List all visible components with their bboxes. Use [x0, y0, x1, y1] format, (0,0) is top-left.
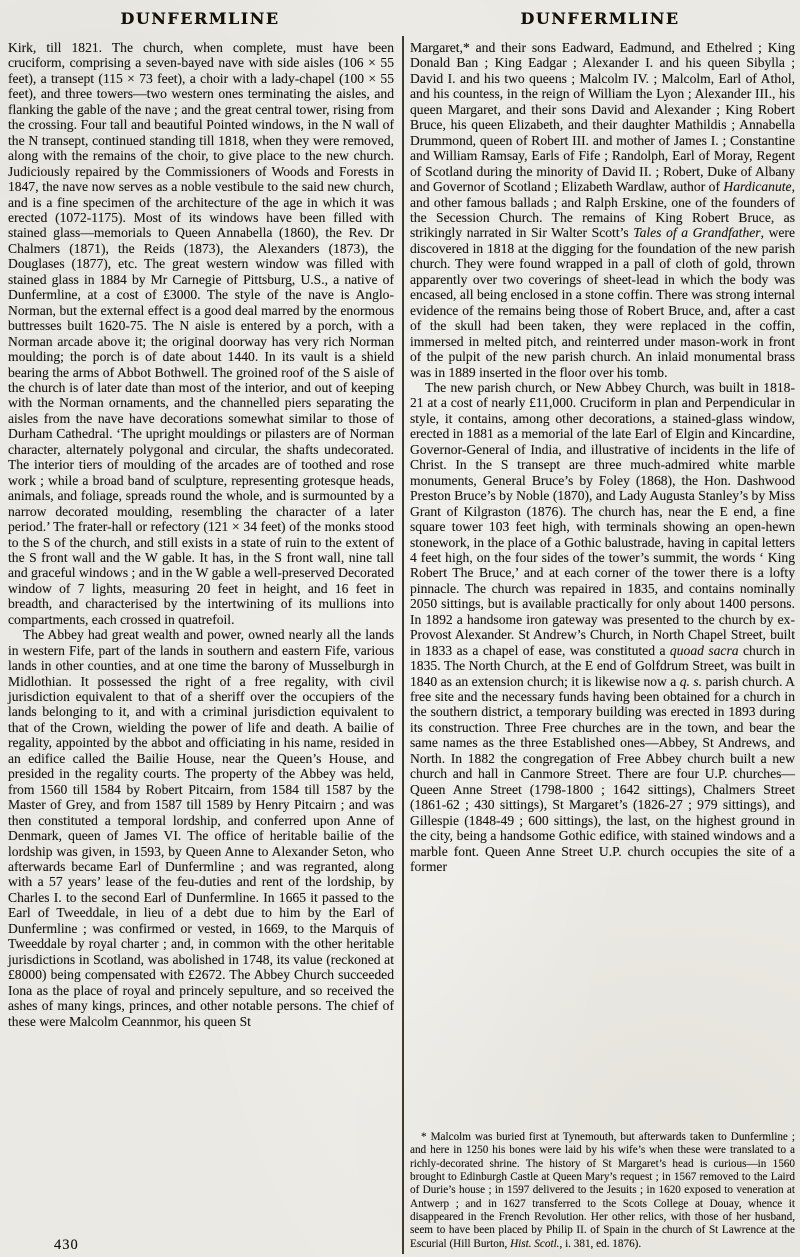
text-block — [0, 40, 800, 1254]
body-paragraph: The new parish church, or New Abbey Church, was built in 1818-21 at a cost of nearly £11,000. Cruciform in plan and Perpendicular in style, it contains, among other decorations, a stained-glass window, erected in 1881 as a memorial of the late Earl of Elgin and Kincardine, Governor-General of India, and illustrative of incidents in the life of Christ. In the S transept are three much-admired white marble monuments, General Bruce’s by Foley (1868), the Hon. Dashwood Preston Bruce’s by Noble (1870), and Lady Augusta Stanley’s by Miss Grant of Kilgraston (1876). The church has, near the E end, a fine square tower 103 feet high, with terminals showing an open-hewn stonework, in the place of a Gothic balustrade, having in capital letters 4 feet high, on the four sides of the tower’s summit, the words ‘ King Robert The Bruce,’ and at each corner of the tower there is a lofty pinnacle. The church was repaired in 1835, and contains nominally 2050 sittings, but is available practically for only about 1400 persons. In 1892 a handsome iron gateway was presented to the church by ex-Provost Alexander. St Andrew’s Church, in North Chapel Street, built in 1833 as a chapel of ease, was constituted a quoad sacra church in 1835. The North Church, at the E end of Golfdrum Street, was built in 1840 as an extension church; it is likewise now a q. s. parish church. A free site and the necessary funds having been obtained for a church in the southern district, a temporary building was erected in 1893 during its construction. Three Free churches are in the town, and bear the same names as the three Established ones—Abbey, St Andrews, and North. In 1882 the congregation of Free Abbey church built a new church and hall in Canmore Street. There are four U.P. churches—Queen Anne Street (1798-1800 ; 1642 sittings), Chalmers Street (1861-62 ; 430 sittings), St Margaret’s (1826-27 ; 979 sittings), and Gillespie (1848-49 ; 600 sittings), the last, on the highest ground in the city, being a handsome Gothic edifice, with stained windows and a marble font. Queen Anne Street U.P. church occupies the site of a former — [410, 379, 796, 875]
body-paragraph: The Abbey had great wealth and power, owned nearly all the lands in western Fife, part of the lands in southern and eastern Fife, various lands in other counties, and at one time the barony of Musselburgh in Midlothian. It possessed the right of a free regality, with civil jurisdiction equivalent to that of a sheriff over the occupiers of the lands belonging to it, and with a criminal jurisdiction equivalent to that of the Crown, wielding the power of life and death. A bailie of regality, appointed by the abbot and officiating in his name, resided in an edifice called the Bailie House, near the Queen’s House, and presided in the regality courts. The property of the Abbey was held, from 1560 till 1584 by Robert Pitcairn, from 1584 till 1587 by the Master of Grey, and from 1587 till 1589 by Henry Pitcairn ; and was then constituted a temporal lordship, and conferred upon Anne of Denmark, queen of James VI. The office of heritable bailie of the lordship was given, in 1593, by Queen Anne to Alexander Seton, who afterwards became Earl of Dunfermline ; and was regranted, along with a 57 years’ lease of the feu-duties and rent of the lordship, by Charles I. to the second Earl of Dunfermline. In 1665 it passed to the Earl of Tweeddale, in lieu of a debt due to him by the Earl of Dunfermline ; was confirmed or vested, in 1669, to the Marquis of Tweeddale by royal charter ; and, in common with the other heritable jurisdictions in Scotland, was abolished in 1748, its value (reckoned at £8000) being compensated with £2672. The Abbey Church succeeded Iona as the place of royal and princely sepulture, and so received the ashes of many kings, princes, and other notable persons. The chief of these were Malcolm Ceannmor, his queen St — [8, 627, 394, 1029]
right-column — [402, 40, 800, 1254]
running-head-right: DUNFERMLINE — [520, 9, 680, 28]
body-paragraph: Margaret,* and their sons Eadward, Eadmund, and Ethelred ; King Donald Ban ; King Eadgar ; Alexander I. and his queen Sibylla ; David I. and his two queens ; Malcolm IV. ; Malcolm, Earl of Athol, and his countess, in the reign of William the Lyon ; Alexander III., his queen Margaret, and their sons David and Alexander ; King Robert Bruce, his queen Elizabeth, and their daughter Mathildis ; Annabella Drummond, queen of Robert III. and mother of James I. ; Constantine and William Ramsay, Earls of Fife ; Randolph, Earl of Moray, Regent of Scotland during the minority of David II. ; Robert, Duke of Albany and Governor of Scotland ; Elizabeth Wardlaw, author of Hardicanute, and other famous ballads ; and Ralph Erskine, one of the founders of the Secession Church. The remains of King Robert Bruce, as strikingly narrated in Sir Walter Scott’s Tales of a Grandfather, were discovered in 1818 at the digging for the foundation of the new parish church. They were found wrapped in a pall of cloth of gold, thrown apparently over two coverings of sheet-lead in which the body was encased, all being enclosed in a stone coffin. There was strong internal evidence of the remains being those of Robert Bruce, and, after a cast of the skull had been taken, they were replaced in the coffin, immersed in melted pitch, and reinterred under mason-work in front of the pulpit of the new parish church. An inlaid monumental brass was in 1889 inserted in the floor over his tomb. — [410, 40, 795, 380]
page-number: 430 — [54, 1237, 79, 1253]
left-column — [0, 40, 402, 1254]
body-paragraph: Kirk, till 1821. The church, when complete, must have been cruciform, comprising a seven-bayed nave with side aisles (106 × 55 feet), a transept (115 × 73 feet), a choir with a lady-chapel (100 × 55 feet), and three towers—two western ones terminating the aisles, and flanking the gable of the nave ; and the great central tower, rising from the crossing. Four tall and beautiful Pointed windows, in the N wall of the N transept, continued standing till 1818, when they were removed, along with the remains of the choir, to give place to the new church. Judiciously repaired by the Commissioners of Woods and Forests in 1847, the nave now serves as a noble vestibule to the said new church, and is a fine specimen of the architecture of the age in which it was erected (1072-1175). Most of its windows have been filled with stained glass—memorials to Queen Annabella (1860), the Rev. Dr Chalmers (1871), the Reids (1873), the Alexanders (1873), the Douglases (1877), etc. The great western window was filled with stained glass in 1884 by Mr Carnegie of Pittsburg, U.S., a native of Dunfermline, at a cost of £3000. The style of the nave is Anglo-Norman, but the external effect is a good deal marred by the enormous buttresses built 1620-75. The N aisle is entered by a porch, with a Norman arcade above it; the original doorway has very rich Norman moulding; the porch is of date about 1440. In its vault is a shield bearing the arms of Abbot Bothwell. The groined roof of the S aisle of the church is of later date than most of the interior, and out of keeping with the Norman ornaments, and the channelled piers separating the aisles from the nave have decorations somewhat similar to those of Durham Cathedral. ‘The upright mouldings or pilasters are of Norman character, alternately polygonal and circular, the shafts undecorated. The interior tiers of moulding of the arcades are of toothed and rose work ; while a broad band of sculpture, representing grotesque heads, animals, and foliage, spreads round the whole, and is surmounted by a narrow decorated moulding, resembling the character of a later period.’ The frater-hall or refectory (121 × 34 feet) of the monks stood to the S of the church, and still exists in a state of ruin to the extent of the S front wall and the W gable. It has, in the S front wall, nine tall and graceful windows ; and in the W gable a well-preserved Decorated window of 7 lights, measuring 20 feet in height, and 16 feet in breadth, and characterised by the intertwining of its mullions into compartments, each crossed in quatrefoil. — [8, 40, 394, 627]
running-head-left: DUNFERMLINE — [120, 9, 280, 28]
footnote: * Malcolm was buried first at Tynemouth, but afterwards taken to Dunfermline ; and here in 1250 his bones were laid by his wife’s when these were translated to a richly-decorated shrine. The history of St Margaret’s head is curious—in 1560 brought to Edinburgh Castle at Queen Mary’s request ; in 1567 removed to the Laird of Durie’s house ; in 1597 delivered to the Jesuits ; in 1620 exposed to veneration at Antwerp ; and in 1627 transferred to the Scots College at Douay, whence it disappeared in the French Revolution. Her other relics, with those of her husband, seem to have been placed by Philip II. of Spain in the church of St Lawrence at the Escurial (Hill Burton, Hist. Scotl., i. 381, ed. 1876). — [410, 1130, 795, 1250]
